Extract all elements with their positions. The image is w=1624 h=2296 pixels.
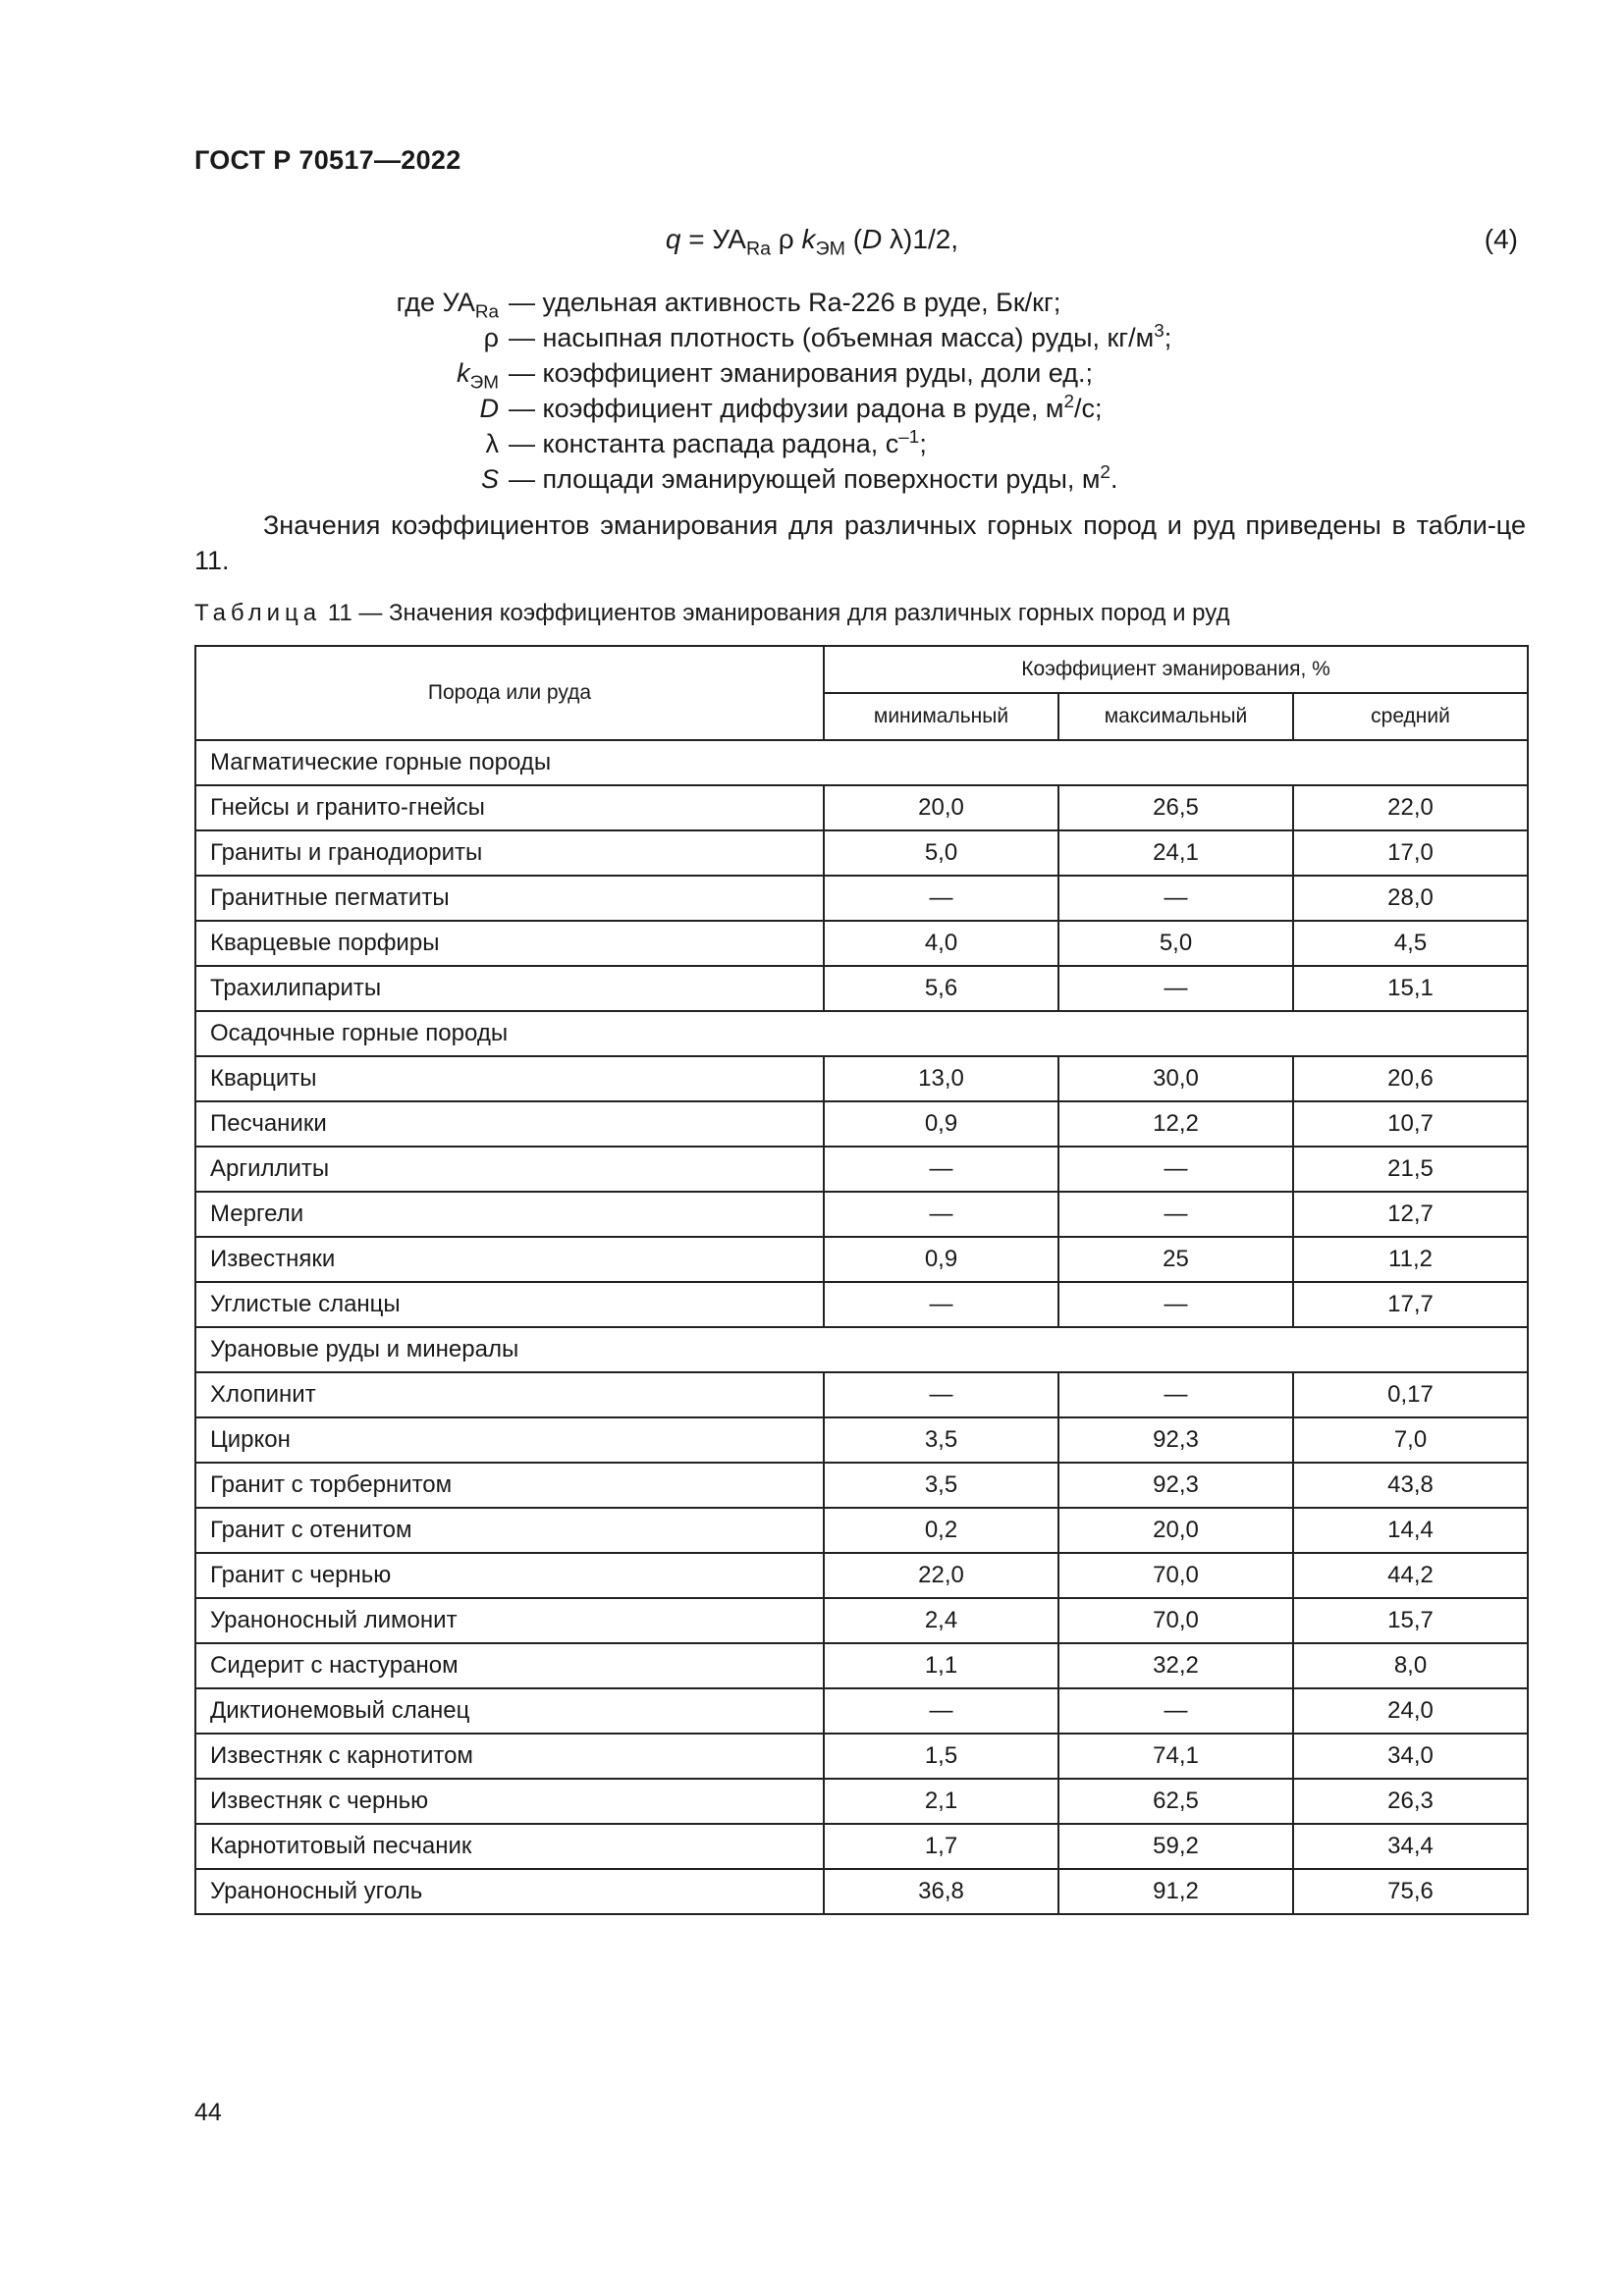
header-avg: средний <box>1293 693 1528 740</box>
cell-rock-name: Известняки <box>195 1237 824 1282</box>
cell-avg: 8,0 <box>1293 1643 1528 1688</box>
cell-avg: 34,4 <box>1293 1824 1528 1869</box>
cell-avg: 11,2 <box>1293 1237 1528 1282</box>
body-paragraph: Значения коэффициентов эманирования для различных горных пород и руд приведены в табли-це 11. <box>194 510 1526 575</box>
document-id-header: ГОСТ Р 70517—2022 <box>194 145 461 175</box>
table-row <box>195 966 1528 1011</box>
cell-min: 13,0 <box>824 1056 1058 1101</box>
definition-symbol: ρ <box>483 323 499 352</box>
cell-max: 26,5 <box>1058 785 1293 830</box>
cell-avg: 0,17 <box>1293 1372 1528 1417</box>
cell-rock-name: Мергели <box>195 1192 824 1237</box>
cell-rock-name: Кварциты <box>195 1056 824 1101</box>
cell-rock-name: Карнотитовый песчаник <box>195 1824 824 1869</box>
cell-avg: 15,7 <box>1293 1598 1528 1643</box>
cell-max: 12,2 <box>1058 1101 1293 1147</box>
table-row <box>195 1417 1528 1463</box>
cell-min: 0,9 <box>824 1101 1058 1147</box>
definition-text: — площади эманирующей поверхности руды, $м^2$. <box>509 462 1118 494</box>
table-section-row <box>195 1327 1528 1372</box>
cell-avg: 4,5 <box>1293 921 1528 966</box>
table-row <box>195 921 1528 966</box>
definition-row <box>194 358 1471 394</box>
cell-min: 1,1 <box>824 1643 1058 1688</box>
cell-max: — <box>1058 1372 1293 1417</box>
cell-avg: 10,7 <box>1293 1101 1528 1147</box>
definition-symbol: λ <box>485 429 499 458</box>
table-section-row <box>195 1011 1528 1056</box>
table-row <box>195 1688 1528 1734</box>
cell-rock-name: Гранит с торбернитом <box>195 1463 824 1508</box>
table-row <box>195 1192 1528 1237</box>
cell-min: 4,0 <box>824 921 1058 966</box>
table-row <box>195 1372 1528 1417</box>
cell-max: — <box>1058 1147 1293 1192</box>
formula-4: $q = УА_{Ra}$ ρ $k_{ЭМ}$ (D λ)1/2, <box>665 224 959 260</box>
table-row <box>195 1101 1528 1147</box>
cell-min: 20,0 <box>824 785 1058 830</box>
section-title: Осадочные горные породы <box>195 1011 1528 1056</box>
cell-avg: 12,7 <box>1293 1192 1528 1237</box>
cell-rock-name: Трахилипариты <box>195 966 824 1011</box>
cell-rock-name: Гранит с чернью <box>195 1553 824 1598</box>
header-coefficient: Коэффициент эманирования, % <box>824 646 1528 693</box>
cell-max: — <box>1058 1192 1293 1237</box>
cell-avg: 43,8 <box>1293 1463 1528 1508</box>
table-row <box>195 830 1528 876</box>
definition-row <box>194 323 1471 358</box>
cell-min: — <box>824 1147 1058 1192</box>
cell-max: — <box>1058 1688 1293 1734</box>
definition-symbol: где $УА_{Ra}$ <box>396 288 499 323</box>
cell-min: — <box>824 1372 1058 1417</box>
cell-max: 92,3 <box>1058 1463 1293 1508</box>
table-row <box>195 1734 1528 1779</box>
cell-max: 70,0 <box>1058 1598 1293 1643</box>
table-row <box>195 1779 1528 1824</box>
cell-max: 20,0 <box>1058 1508 1293 1553</box>
cell-avg: 44,2 <box>1293 1553 1528 1598</box>
cell-min: 5,0 <box>824 830 1058 876</box>
definition-symbol: S <box>480 464 499 494</box>
cell-max: 25 <box>1058 1237 1293 1282</box>
cell-min: 2,1 <box>824 1779 1058 1824</box>
cell-avg: 15,1 <box>1293 966 1528 1011</box>
cell-avg: 75,6 <box>1293 1869 1528 1914</box>
definition-symbol: $k_{ЭМ}$ <box>457 358 499 394</box>
cell-min: — <box>824 876 1058 921</box>
cell-max: 91,2 <box>1058 1869 1293 1914</box>
cell-rock-name: Ураноносный уголь <box>195 1869 824 1914</box>
cell-rock-name: Известняк с карнотитом <box>195 1734 824 1779</box>
cell-min: 1,7 <box>824 1824 1058 1869</box>
definition-text: — константа распада радона, $с^{-1}$; <box>509 427 927 458</box>
cell-rock-name: Циркон <box>195 1417 824 1463</box>
cell-rock-name: Ураноносный лимонит <box>195 1598 824 1643</box>
cell-rock-name: Граниты и гранодиориты <box>195 830 824 876</box>
table-row <box>195 1237 1528 1282</box>
cell-avg: 22,0 <box>1293 785 1528 830</box>
table-row <box>195 1598 1528 1643</box>
table-row <box>195 1869 1528 1914</box>
cell-rock-name: Известняк с чернью <box>195 1779 824 1824</box>
table-row <box>195 1282 1528 1327</box>
cell-min: — <box>824 1192 1058 1237</box>
cell-rock-name: Диктионемовый сланец <box>195 1688 824 1734</box>
cell-min: — <box>824 1282 1058 1327</box>
table-row <box>195 1508 1528 1553</box>
cell-max: 30,0 <box>1058 1056 1293 1101</box>
cell-min: 36,8 <box>824 1869 1058 1914</box>
cell-max: 62,5 <box>1058 1779 1293 1824</box>
cell-max: 32,2 <box>1058 1643 1293 1688</box>
cell-min: 2,4 <box>824 1598 1058 1643</box>
formula-number: (4) <box>1484 224 1518 254</box>
cell-max: 24,1 <box>1058 830 1293 876</box>
cell-avg: 14,4 <box>1293 1508 1528 1553</box>
table-row <box>195 1553 1528 1598</box>
cell-rock-name: Аргиллиты <box>195 1147 824 1192</box>
cell-avg: 21,5 <box>1293 1147 1528 1192</box>
cell-avg: 7,0 <box>1293 1417 1528 1463</box>
cell-rock-name: Кварцевые порфиры <box>195 921 824 966</box>
table-row <box>195 1824 1528 1869</box>
cell-min: 22,0 <box>824 1553 1058 1598</box>
cell-avg: 34,0 <box>1293 1734 1528 1779</box>
page-number: 44 <box>194 2099 222 2126</box>
cell-max: — <box>1058 876 1293 921</box>
cell-max: 5,0 <box>1058 921 1293 966</box>
cell-min: 0,2 <box>824 1508 1058 1553</box>
definition-row <box>194 429 1471 464</box>
cell-min: 3,5 <box>824 1417 1058 1463</box>
section-title: Урановые руды и минералы <box>195 1327 1528 1372</box>
table-row <box>195 876 1528 921</box>
table-row <box>195 1643 1528 1688</box>
definition-row <box>194 394 1471 429</box>
definition-row <box>194 464 1471 500</box>
cell-min: — <box>824 1688 1058 1734</box>
cell-max: 59,2 <box>1058 1824 1293 1869</box>
cell-rock-name: Углистые сланцы <box>195 1282 824 1327</box>
definition-text: — коэффициент диффузии радона в руде, $м^2/с$; <box>509 392 1103 423</box>
cell-avg: 26,3 <box>1293 1779 1528 1824</box>
cell-max: 92,3 <box>1058 1417 1293 1463</box>
cell-min: 3,5 <box>824 1463 1058 1508</box>
definition-row <box>194 288 1471 323</box>
definition-text: — насыпная плотность (объемная масса) руды, $кг/м^3$; <box>509 321 1172 352</box>
header-min: минимальный <box>824 693 1058 740</box>
cell-rock-name: Гранитные пегматиты <box>195 876 824 921</box>
section-title: Магматические горные породы <box>195 740 1528 785</box>
definition-text: — коэффициент эманирования руды, доли ед.; <box>509 358 1093 388</box>
table-caption: Таблица 11 — Значения коэффициентов эманирования для различных горных пород и руд <box>194 600 1230 626</box>
cell-max: — <box>1058 966 1293 1011</box>
table-section-row <box>195 740 1528 785</box>
definition-symbol: D <box>479 394 499 423</box>
cell-min: 1,5 <box>824 1734 1058 1779</box>
cell-min: 0,9 <box>824 1237 1058 1282</box>
cell-rock-name: Гнейсы и гранито-гнейсы <box>195 785 824 830</box>
table-row <box>195 1056 1528 1101</box>
emanation-table <box>194 645 1529 1915</box>
cell-avg: 28,0 <box>1293 876 1528 921</box>
cell-avg: 17,0 <box>1293 830 1528 876</box>
cell-avg: 24,0 <box>1293 1688 1528 1734</box>
table-row <box>195 785 1528 830</box>
definition-text: — удельная активность Ra-226 в руде, Бк/кг; <box>509 288 1061 317</box>
header-rock: Порода или руда <box>195 646 824 740</box>
table-row <box>195 1147 1528 1192</box>
cell-max: 74,1 <box>1058 1734 1293 1779</box>
cell-rock-name: Гранит с отенитом <box>195 1508 824 1553</box>
table-row <box>195 1463 1528 1508</box>
cell-rock-name: Сидерит с настураном <box>195 1643 824 1688</box>
cell-max: — <box>1058 1282 1293 1327</box>
cell-rock-name: Песчаники <box>195 1101 824 1147</box>
cell-avg: 17,7 <box>1293 1282 1528 1327</box>
cell-avg: 20,6 <box>1293 1056 1528 1101</box>
cell-max: 70,0 <box>1058 1553 1293 1598</box>
header-max: максимальный <box>1058 693 1293 740</box>
cell-min: 5,6 <box>824 966 1058 1011</box>
cell-rock-name: Хлопинит <box>195 1372 824 1417</box>
